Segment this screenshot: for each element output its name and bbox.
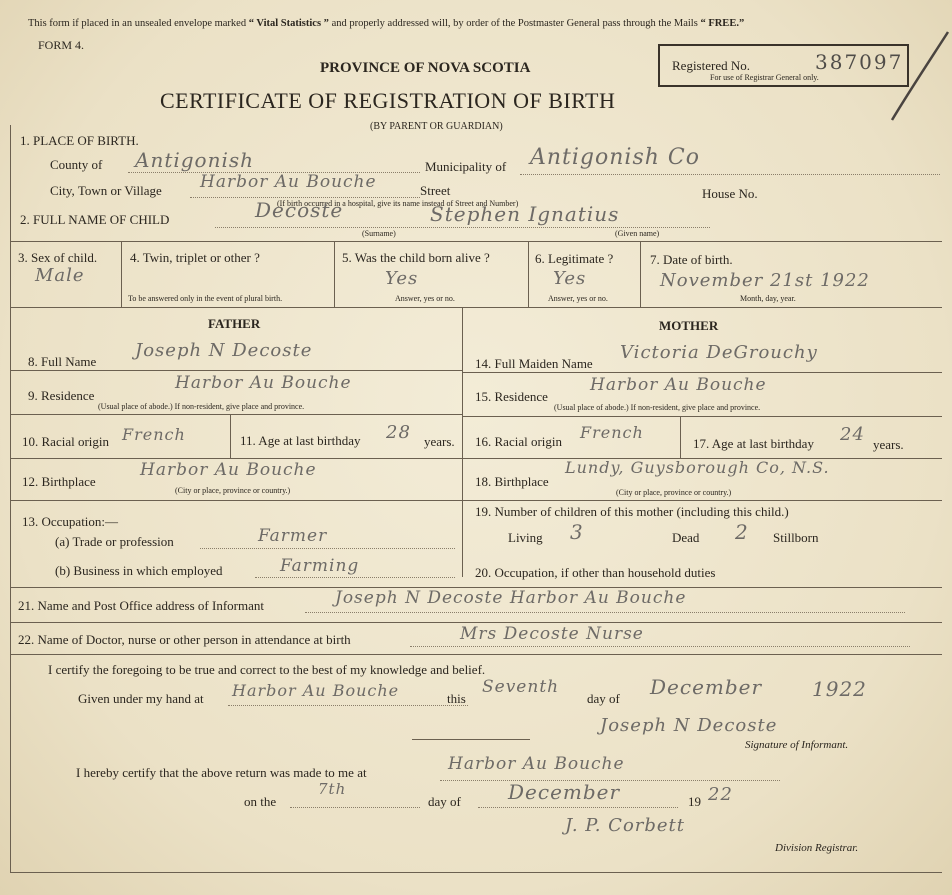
father-age-label: 11. Age at last birthday bbox=[240, 433, 361, 448]
living-value: 3 bbox=[570, 520, 584, 544]
child-surname-value: Decoste bbox=[255, 198, 344, 222]
informant-signature-caption: Signature of Informant. bbox=[745, 739, 849, 751]
mother-racial-value: French bbox=[580, 423, 644, 442]
father-birthplace-label: 12. Birthplace bbox=[22, 474, 96, 489]
dob-label: 7. Date of birth. bbox=[650, 252, 733, 267]
twin-note: To be answered only in the event of plural birth. bbox=[128, 294, 283, 303]
mother-name-label: 14. Full Maiden Name bbox=[475, 356, 593, 371]
trade-value: Farmer bbox=[258, 526, 328, 546]
legitimate-value: Yes bbox=[553, 268, 587, 289]
dob-value: November 21st 1922 bbox=[660, 270, 870, 291]
left-border bbox=[10, 125, 11, 873]
registrar-year-prefix: 19 bbox=[688, 794, 701, 809]
legitimate-note: Answer, yes or no. bbox=[548, 294, 608, 303]
county-value: Antigonish bbox=[135, 148, 255, 172]
registrar-month-value: December bbox=[508, 780, 621, 804]
dead-label: Dead bbox=[672, 530, 700, 545]
registrar-day-of-label: day of bbox=[428, 794, 461, 809]
registrar-signature: J. P. Corbett bbox=[565, 815, 686, 836]
notice-quoted: “ Vital Statistics ” bbox=[248, 18, 329, 29]
sex-label: 3. Sex of child. bbox=[18, 250, 98, 265]
occupation-label: 13. Occupation:— bbox=[22, 514, 119, 529]
certify-statement: I certify the foregoing to be true and correct to the best of my knowledge and belief. bbox=[48, 662, 486, 677]
mother-occupation-label: 20. Occupation, if other than household duties bbox=[475, 565, 716, 580]
mother-racial-label: 16. Racial origin bbox=[475, 434, 563, 449]
mother-birthplace-value: Lundy, Guysborough Co, N.S. bbox=[565, 458, 830, 477]
mother-age-label: 17. Age at last birthday bbox=[693, 436, 814, 451]
page-subtitle: (BY PARENT OR GUARDIAN) bbox=[370, 121, 503, 132]
municipality-label: Municipality of bbox=[425, 159, 507, 174]
doctor-value: Mrs Decoste Nurse bbox=[460, 624, 644, 644]
certify-year-value: 1922 bbox=[812, 677, 867, 701]
form-number: FORM 4. bbox=[38, 38, 85, 52]
mother-age-unit: years. bbox=[873, 437, 904, 452]
hospital-note: (If birth occurred in a hospital, give its name instead of Street and Number) bbox=[277, 199, 519, 208]
doctor-label: 22. Name of Doctor, nurse or other person in attendance at birth bbox=[18, 632, 351, 647]
registered-label: Registered No. bbox=[672, 58, 750, 73]
informant-value: Joseph N Decoste Harbor Au Bouche bbox=[335, 588, 687, 608]
city-label: City, Town or Village bbox=[50, 183, 162, 198]
sex-value: Male bbox=[35, 265, 85, 286]
given-under-label: Given under my hand at bbox=[78, 691, 204, 706]
certify-month-value: December bbox=[650, 675, 763, 699]
registrar-signature-caption: Division Registrar. bbox=[775, 842, 859, 854]
legitimate-label: 6. Legitimate ? bbox=[535, 251, 614, 266]
county-label: County of bbox=[50, 157, 103, 172]
place-of-birth-label: 1. PLACE OF BIRTH. bbox=[20, 133, 139, 148]
father-birthplace-note: (City or place, province or country.) bbox=[175, 486, 291, 495]
certify-place-value: Harbor Au Bouche bbox=[232, 681, 400, 700]
municipality-value: Antigonish Co bbox=[530, 145, 700, 170]
registrar-statement: I hereby certify that the above return was made to me at bbox=[76, 765, 367, 780]
father-racial-value: French bbox=[122, 425, 186, 444]
business-value: Farming bbox=[280, 556, 360, 576]
trade-label: (a) Trade or profession bbox=[55, 534, 174, 549]
father-name-label: 8. Full Name bbox=[28, 354, 97, 369]
mother-residence-note: (Usual place of abode.) If non-resident, give place and province. bbox=[554, 403, 761, 412]
stillborn-label: Stillborn bbox=[773, 530, 819, 545]
surname-caption: (Surname) bbox=[362, 229, 396, 238]
born-alive-value: Yes bbox=[385, 268, 419, 289]
business-label: (b) Business in which employed bbox=[55, 563, 223, 578]
father-birthplace-value: Harbor Au Bouche bbox=[140, 460, 317, 480]
child-given-name-value: Stephen Ignatius bbox=[430, 202, 620, 226]
father-age-unit: years. bbox=[424, 434, 455, 449]
informant-signature: Joseph N Decoste bbox=[600, 715, 778, 736]
father-age-value: 28 bbox=[386, 422, 411, 443]
given-name-caption: (Given name) bbox=[615, 229, 660, 238]
notice-mid: and properly addressed will, by order of the Postmaster General pass through the Mails bbox=[328, 18, 701, 29]
mother-birthplace-label: 18. Birthplace bbox=[475, 474, 549, 489]
father-residence-label: 9. Residence bbox=[28, 388, 95, 403]
registrar-note: For use of Registrar General only. bbox=[710, 73, 819, 82]
province-heading: PROVINCE OF NOVA SCOTIA bbox=[320, 60, 531, 76]
registrar-place-value: Harbor Au Bouche bbox=[448, 754, 625, 774]
born-alive-label: 5. Was the child born alive ? bbox=[342, 250, 490, 265]
on-the-label: on the bbox=[244, 794, 277, 809]
street-label: Street bbox=[420, 183, 451, 198]
page-title: CERTIFICATE OF REGISTRATION OF BIRTH bbox=[160, 88, 616, 113]
day-of-label: day of bbox=[587, 691, 620, 706]
city-value: Harbor Au Bouche bbox=[200, 172, 377, 192]
dob-note: Month, day, year. bbox=[740, 294, 796, 303]
house-number-label: House No. bbox=[702, 186, 758, 201]
father-residence-note: (Usual place of abode.) If non-resident, give place and province. bbox=[98, 402, 305, 411]
registrar-day-value: 7th bbox=[318, 780, 347, 798]
dead-value: 2 bbox=[735, 520, 749, 544]
mother-name-value: Victoria DeGrouchy bbox=[620, 342, 818, 363]
father-heading: FATHER bbox=[208, 316, 261, 331]
registered-number: 387097 bbox=[815, 50, 904, 74]
children-count-label: 19. Number of children of this mother (including this child.) bbox=[475, 504, 789, 519]
father-name-value: Joseph N Decoste bbox=[135, 340, 313, 361]
child-name-label: 2. FULL NAME OF CHILD bbox=[20, 212, 170, 227]
mother-heading: MOTHER bbox=[659, 318, 719, 333]
father-residence-value: Harbor Au Bouche bbox=[175, 373, 352, 393]
living-label: Living bbox=[508, 530, 543, 545]
mail-notice bbox=[28, 18, 744, 29]
born-alive-note: Answer, yes or no. bbox=[395, 294, 455, 303]
mother-age-value: 24 bbox=[840, 424, 865, 445]
pen-stroke-mark bbox=[880, 30, 950, 125]
father-racial-label: 10. Racial origin bbox=[22, 434, 110, 449]
informant-label: 21. Name and Post Office address of Informant bbox=[18, 598, 264, 613]
mother-residence-value: Harbor Au Bouche bbox=[590, 375, 767, 395]
this-label: this bbox=[447, 691, 466, 706]
mother-birthplace-note: (City or place, province or country.) bbox=[616, 488, 732, 497]
notice-prefix: This form if placed in an unsealed envelope marked bbox=[28, 18, 249, 29]
registrar-year-value: 22 bbox=[708, 784, 733, 805]
certify-day-value: Seventh bbox=[482, 677, 560, 697]
mother-residence-label: 15. Residence bbox=[475, 389, 548, 404]
twin-label: 4. Twin, triplet or other ? bbox=[130, 250, 260, 265]
notice-free: “ FREE.” bbox=[700, 18, 745, 29]
